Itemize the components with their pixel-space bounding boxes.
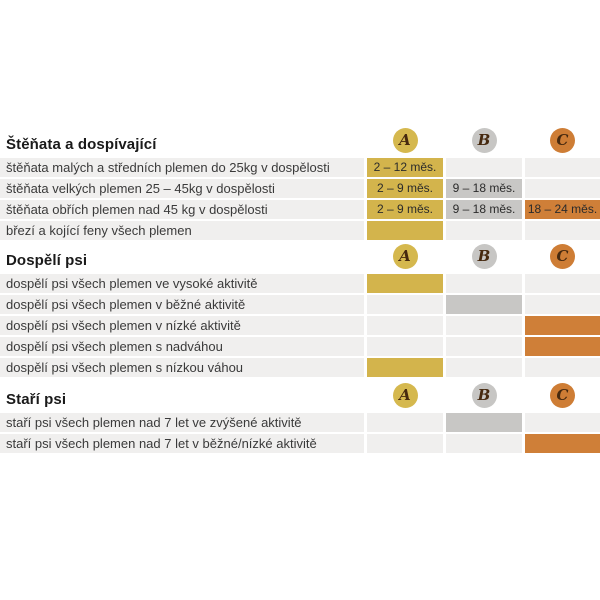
cell-a xyxy=(367,179,443,198)
badge-letter-a: A xyxy=(399,385,411,404)
column-badge-c xyxy=(550,383,575,408)
cell-c xyxy=(525,413,600,432)
cell-b xyxy=(446,200,522,219)
table-row xyxy=(0,337,600,356)
table-row xyxy=(0,158,600,177)
row-label: dospělí psi všech plemen v nízké aktivitě xyxy=(0,316,364,335)
section-title: Dospělí psi xyxy=(6,252,88,269)
cell-c xyxy=(525,316,600,335)
table-row xyxy=(0,316,600,335)
cell-b xyxy=(446,358,522,377)
row-label: staří psi všech plemen nad 7 let v běžné/nízké aktivitě xyxy=(0,434,364,453)
cell-c xyxy=(525,274,600,293)
column-badge-a xyxy=(393,128,418,153)
cell-b xyxy=(446,434,522,453)
column-badge-a xyxy=(393,244,418,269)
column-badge-c xyxy=(550,244,575,269)
cell-c xyxy=(525,337,600,356)
section-header xyxy=(0,243,600,269)
period-text: 18 – 24 měs. xyxy=(527,202,598,216)
cell-c xyxy=(525,221,600,240)
period-text: 2 – 9 měs. xyxy=(376,202,434,216)
cell-a xyxy=(367,413,443,432)
table-row xyxy=(0,274,600,293)
row-label: dospělí psi všech plemen ve vysoké aktivitě xyxy=(0,274,364,293)
row-label: březí a kojící feny všech plemen xyxy=(0,221,364,240)
period-text: 9 – 18 měs. xyxy=(452,181,516,195)
badge-letter-a: A xyxy=(399,246,411,265)
table-row xyxy=(0,295,600,314)
table-row xyxy=(0,200,600,219)
badge-letter-a: A xyxy=(399,130,411,149)
cell-a xyxy=(367,274,443,293)
cell-c xyxy=(525,295,600,314)
row-label: dospělí psi všech plemen s nadváhou xyxy=(0,337,364,356)
row-label: staří psi všech plemen nad 7 let ve zvýšené aktivitě xyxy=(0,413,364,432)
section-title: Staří psi xyxy=(6,391,67,408)
cell-a xyxy=(367,295,443,314)
cell-c xyxy=(525,200,600,219)
column-badge-b xyxy=(472,128,497,153)
cell-a xyxy=(367,158,443,177)
cell-b xyxy=(446,337,522,356)
section-puppies xyxy=(0,127,600,240)
badge-letter-b: B xyxy=(477,246,491,265)
cell-b xyxy=(446,221,522,240)
period-text: 2 – 12 měs. xyxy=(373,160,437,174)
badge-letter-c: C xyxy=(556,246,569,265)
column-badge-a xyxy=(393,383,418,408)
section-seniors xyxy=(0,382,600,453)
cell-a xyxy=(367,316,443,335)
cell-b xyxy=(446,295,522,314)
row-label: štěňata velkých plemen 25 – 45kg v dospělosti xyxy=(0,179,364,198)
column-badge-b xyxy=(472,244,497,269)
row-label: dospělí psi všech plemen s nízkou váhou xyxy=(0,358,364,377)
table-row xyxy=(0,413,600,432)
section-header xyxy=(0,382,600,408)
section-title: Štěňata a dospívající xyxy=(6,136,157,153)
period-text: 9 – 18 měs. xyxy=(452,202,516,216)
period-text: 2 – 9 měs. xyxy=(376,181,434,195)
section-header xyxy=(0,127,600,153)
cell-b xyxy=(446,274,522,293)
section-adults xyxy=(0,243,600,377)
badge-letter-c: C xyxy=(556,385,569,404)
cell-b xyxy=(446,316,522,335)
table-row xyxy=(0,221,600,240)
cell-c xyxy=(525,434,600,453)
cell-a xyxy=(367,200,443,219)
cell-a xyxy=(367,358,443,377)
cell-b xyxy=(446,158,522,177)
badge-letter-b: B xyxy=(477,130,491,149)
row-label: dospělí psi všech plemen v běžné aktivitě xyxy=(0,295,364,314)
cell-c xyxy=(525,158,600,177)
cell-a xyxy=(367,221,443,240)
row-label: štěňata obřích plemen nad 45 kg v dospělosti xyxy=(0,200,364,219)
cell-a xyxy=(367,434,443,453)
badge-letter-b: B xyxy=(477,385,491,404)
cell-a xyxy=(367,337,443,356)
cell-b xyxy=(446,413,522,432)
column-badge-c xyxy=(550,128,575,153)
cell-c xyxy=(525,179,600,198)
table-row xyxy=(0,179,600,198)
cell-c xyxy=(525,358,600,377)
feeding-table xyxy=(0,127,600,455)
cell-b xyxy=(446,179,522,198)
table-row xyxy=(0,434,600,453)
badge-letter-c: C xyxy=(556,130,569,149)
column-badge-b xyxy=(472,383,497,408)
table-row xyxy=(0,358,600,377)
row-label: štěňata malých a středních plemen do 25kg v dospělosti xyxy=(0,158,364,177)
